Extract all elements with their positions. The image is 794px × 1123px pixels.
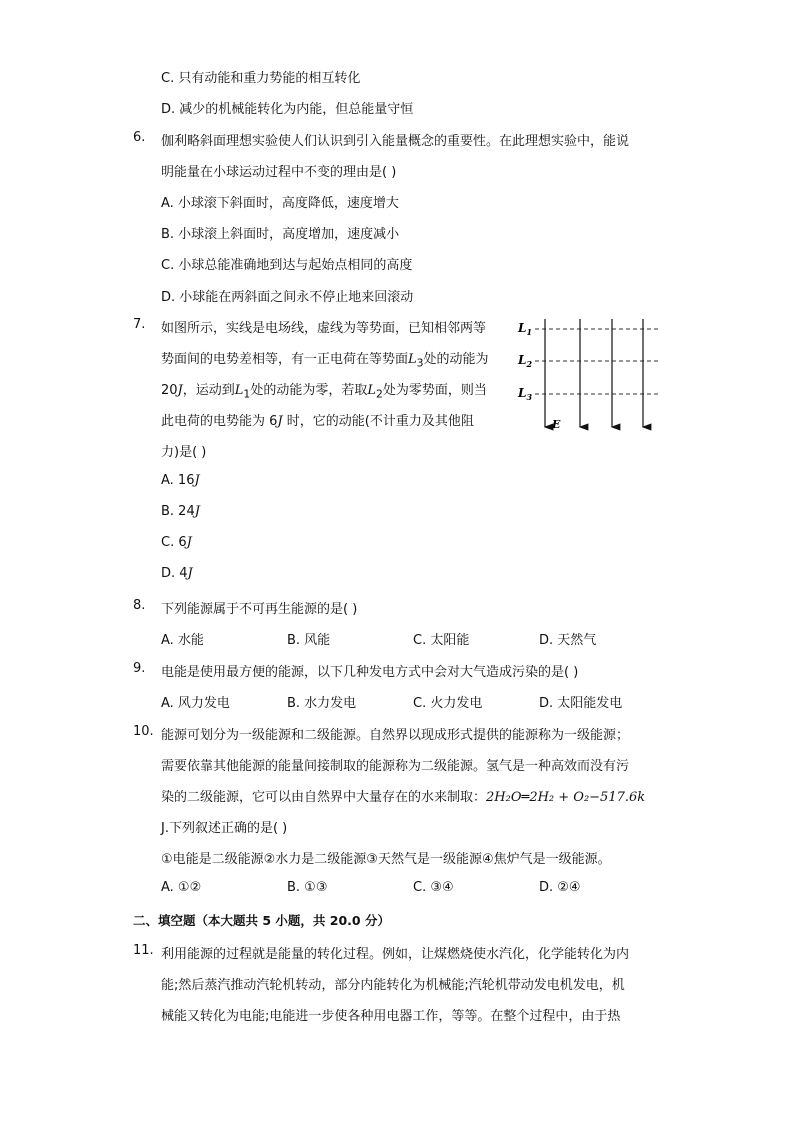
q7-option-c: C. 6J — [161, 535, 192, 550]
q11-stem-line3: 械能又转化为电能;电能进一步使各种用电器工作，等等。在整个过程中，由于热 — [161, 1009, 621, 1024]
q6-stem-line2: 明能量在小球运动过程中不变的理由是( ) — [161, 165, 397, 180]
q7-stem-line4: 此电荷的电势能为 6J 时，它的动能(不计重力及其他阻 — [161, 414, 474, 429]
q10-option-b: B. ①③ — [287, 880, 328, 895]
q8-option-b: B. 风能 — [287, 633, 331, 648]
section-heading: 二、填空题（本大题共 5 小题，共 20.0 分） — [133, 913, 390, 928]
q11-number: 11. — [133, 943, 154, 958]
q6-number: 6. — [133, 130, 146, 145]
q7-option-b: B. 24J — [161, 504, 200, 519]
q10-stem-line2: 需要依靠其他能源的能量间接制取的能源称为二级能源。氢气是一种高效而没有污 — [161, 759, 630, 774]
q8-option-d: D. 天然气 — [539, 633, 597, 648]
q10-equation: 2H₂O═2H₂ + O₂−517.6k — [486, 790, 646, 805]
label-L1: $L_1$ — [518, 321, 533, 337]
q9-option-d: D. 太阳能发电 — [539, 696, 623, 711]
q8-option-c: C. 太阳能 — [413, 633, 470, 648]
q5-option-d: D. 减少的机械能转化为内能，但总能量守恒 — [161, 102, 414, 117]
q10-number: 10. — [133, 724, 154, 739]
q9-number: 9. — [133, 661, 146, 676]
q10-option-a: A. ①② — [161, 880, 202, 895]
q8-number: 8. — [133, 598, 146, 613]
q7-stem-line5: 力)是( ) — [161, 445, 207, 460]
q8-stem: 下列能源属于不可再生能源的是( ) — [161, 602, 358, 617]
q7-stem-line3: 20J，运动到$L_1$处的动能为零，若取$L_2$处为零势面，则当 — [161, 383, 487, 401]
q10-statements: ①电能是二级能源②水力是二级能源③天然气是一级能源④焦炉气是一级能源。 — [161, 852, 611, 867]
q6-option-a: A. 小球滚下斜面时，高度降低，速度增大 — [161, 196, 399, 211]
q10-option-d: D. ②④ — [539, 880, 581, 895]
q7-number: 7. — [133, 317, 146, 332]
label-L3: $L_3$ — [518, 386, 533, 402]
q9-option-b: B. 水力发电 — [287, 696, 357, 711]
q5-option-c: C. 只有动能和重力势能的相互转化 — [161, 71, 361, 86]
q10-stem-line1: 能源可划分为一级能源和二级能源。自然界以现成形式提供的能源称为一级能源； — [161, 728, 630, 743]
q7-option-d: D. 4J — [161, 566, 193, 581]
q10-stem-line3: 染的二级能源，它可以由自然界中大量存在的水来制取：2H₂O═2H₂ + O₂−517.6k — [161, 790, 646, 805]
q7-option-a: A. 16J — [161, 473, 200, 488]
label-L2: $L_2$ — [518, 353, 533, 369]
q7-field-diagram — [515, 315, 665, 440]
q6-stem-line1: 伽利略斜面理想实验使人们认识到引入能量概念的重要性。在此理想实验中，能说 — [161, 134, 630, 149]
q10-stem-line4: J.下列叙述正确的是( ) — [161, 821, 288, 836]
label-E: E — [552, 418, 561, 431]
q6-option-b: B. 小球滚上斜面时，高度增加，速度减小 — [161, 227, 400, 242]
q10-option-c: C. ③④ — [413, 880, 454, 895]
q11-stem-line1: 利用能源的过程就是能量的转化过程。例如，让煤燃烧使水汽化，化学能转化为内 — [161, 947, 630, 962]
q7-stem-line1: 如图所示，实线是电场线，虚线为等势面，已知相邻两等 — [161, 321, 487, 336]
q9-stem: 电能是使用最方便的能源，以下几种发电方式中会对大气造成污染的是( ) — [161, 665, 579, 680]
q8-option-a: A. 水能 — [161, 633, 204, 648]
q7-stem-line2: 势面间的电势差相等，有一正电荷在等势面$L_3$处的动能为 — [161, 352, 489, 370]
q6-option-d: D. 小球能在两斜面之间永不停止地来回滚动 — [161, 290, 414, 305]
q9-option-a: A. 风力发电 — [161, 696, 230, 711]
q11-stem-line2: 能;然后蒸汽推动汽轮机转动，部分内能转化为机械能;汽轮机带动发电机发电，机 — [161, 978, 625, 993]
q6-option-c: C. 小球总能准确地到达与起始点相同的高度 — [161, 258, 413, 273]
q9-option-c: C. 火力发电 — [413, 696, 483, 711]
